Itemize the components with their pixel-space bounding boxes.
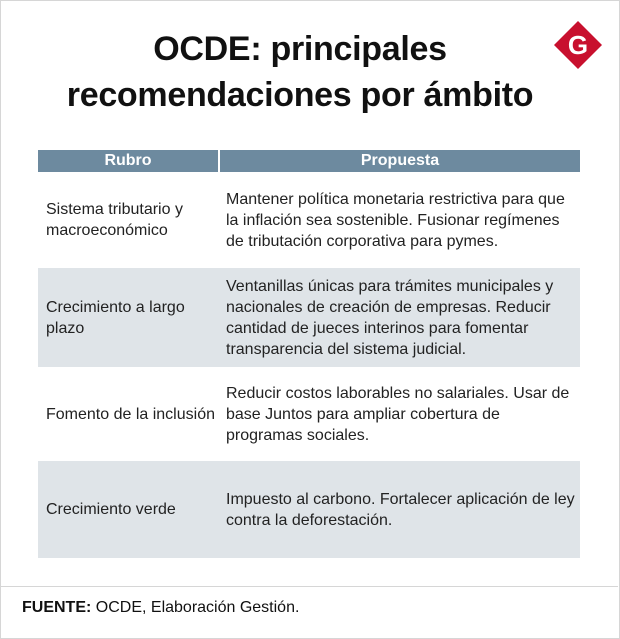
row-rubro: Crecimiento verde: [46, 501, 176, 518]
page-title: OCDE: principales recomendaciones por ámbito: [66, 30, 534, 114]
source-note: [22, 597, 299, 619]
row-propuesta: Ventanillas únicas para trámites municipales y nacionales de creación de empresas. Reducir cantidad de jueces interinos para fomentar transparencia del sistema judicial.: [226, 277, 554, 358]
row-propuesta: Reducir costos laborables no salariales. Usar de base Juntos para ampliar cobertura de programas sociales.: [226, 384, 570, 444]
row-rubro: Crecimiento a largo plazo: [46, 298, 185, 337]
gestion-logo-icon: [553, 20, 603, 70]
table-row: [38, 268, 580, 367]
row-propuesta: Impuesto al carbono. Fortalecer aplicación de ley contra la deforestación.: [226, 490, 575, 529]
table-row: [38, 461, 580, 558]
logo-letter: G: [567, 30, 589, 60]
footer: [0, 586, 618, 616]
header-rubro: Rubro: [38, 150, 220, 172]
table-header: [38, 150, 580, 172]
recommendations-table: [38, 150, 580, 558]
table-row: [38, 172, 580, 268]
row-rubro: Fomento de la inclusión: [46, 405, 215, 423]
source-text: OCDE, Elaboración Gestión.: [91, 599, 300, 616]
row-rubro: Sistema tributario y macroeconómico: [46, 201, 183, 239]
row-propuesta: Mantener política monetaria restrictiva para que la inflación sea sostenible. Fusionar regímenes de tributación corporativa para pymes.: [226, 190, 565, 250]
source-label: FUENTE:: [22, 599, 92, 616]
header-propuesta: Propuesta: [360, 152, 440, 169]
table-row: [38, 367, 580, 461]
